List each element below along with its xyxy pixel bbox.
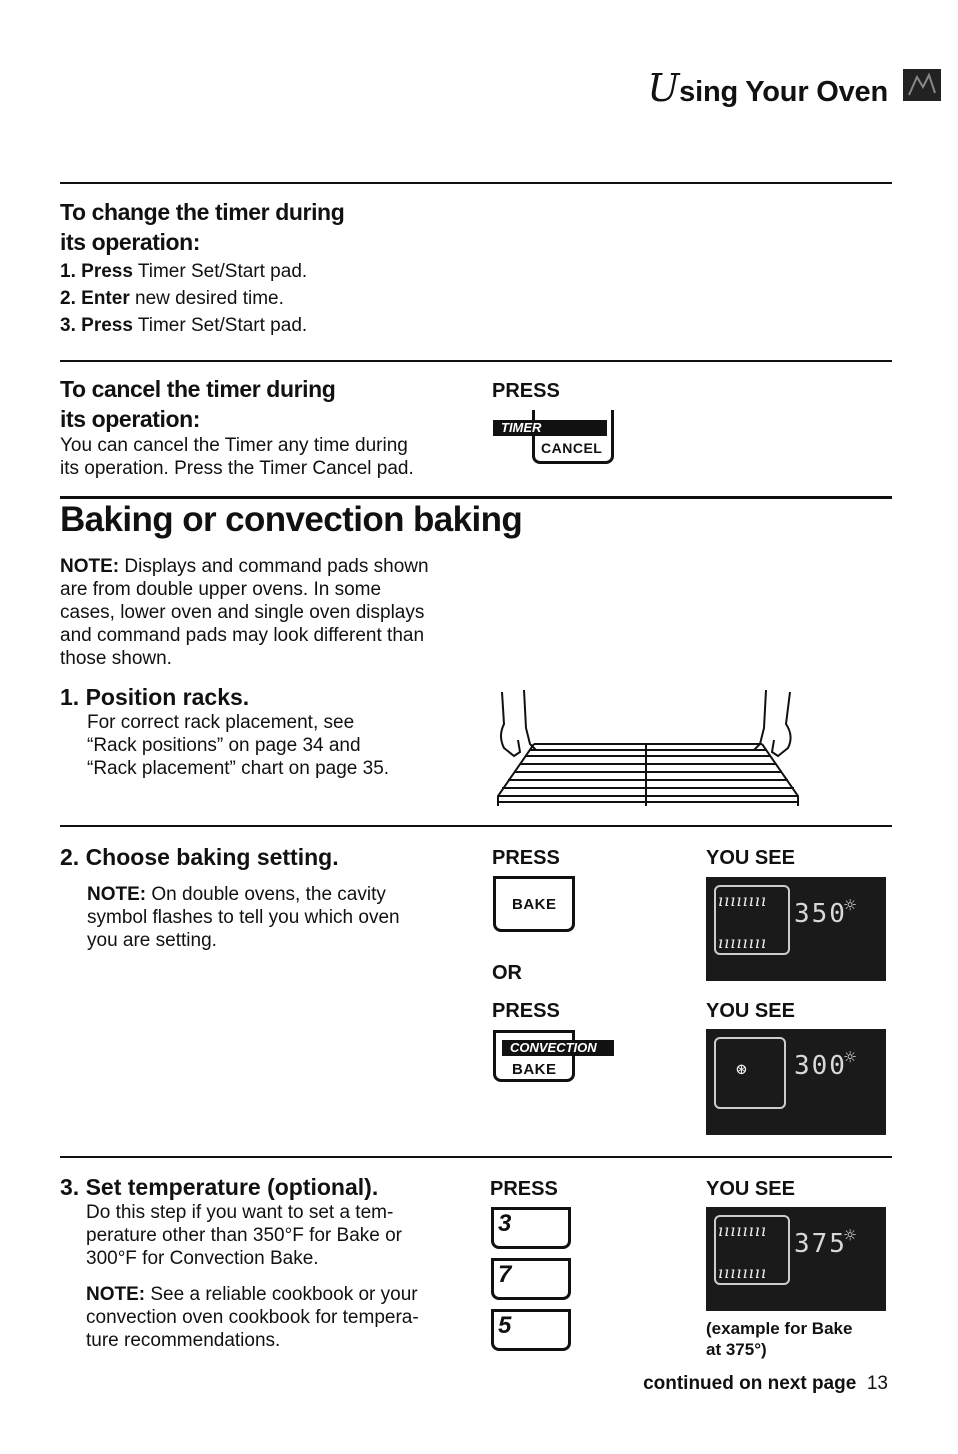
number-pad-3[interactable]: 3 bbox=[491, 1207, 571, 1249]
press-label: PRESS bbox=[492, 847, 560, 869]
timer-cancel-pad[interactable] bbox=[532, 410, 614, 464]
timer-cancel-pad-label: CANCEL bbox=[541, 440, 603, 456]
section-note: NOTE: Displays and command pads shown are from double upper ovens. In some cases, lower oven and single oven displays and command pads may look different than those shown. bbox=[60, 556, 429, 669]
convection-bake-pad-label: BAKE bbox=[512, 1061, 557, 1078]
convection-strip: CONVECTION bbox=[502, 1040, 614, 1056]
step1-body: For correct rack placement, see “Rack positions” on page 34 and “Rack placement” chart on page 35. bbox=[87, 712, 390, 779]
or-label: OR bbox=[492, 962, 522, 984]
divider bbox=[60, 496, 892, 499]
list-item: 3. Press Timer Set/Start pad. bbox=[60, 315, 308, 336]
press-label: PRESS bbox=[492, 380, 560, 402]
you-see-label: YOU SEE bbox=[706, 1000, 795, 1022]
temperature-readout: 300 bbox=[794, 1051, 847, 1081]
divider bbox=[60, 825, 892, 827]
step3-body: Do this step if you want to set a tem- perature other than 350°F for Bake or 300°F for Convection Bake. bbox=[86, 1202, 403, 1269]
timer-cancel-heading: To cancel the timer during its operation: bbox=[60, 376, 336, 432]
page-footer bbox=[643, 1373, 888, 1395]
oven-rack-illustration bbox=[490, 684, 810, 812]
step3-note: NOTE: See a reliable cookbook or your convection oven cookbook for tempera- ture recommendations. bbox=[86, 1284, 419, 1351]
display-caption: (example for Bake at 375°) bbox=[706, 1319, 853, 1359]
bake-pad-label: BAKE bbox=[512, 896, 557, 913]
section-title: Baking or convection baking bbox=[60, 500, 523, 539]
step3-title: 3. Set temperature (optional). bbox=[60, 1174, 379, 1200]
header-title: sing Your Oven bbox=[679, 76, 888, 108]
continued-label: continued on next page bbox=[643, 1373, 857, 1394]
cavity-top-marks: ıııııııı bbox=[718, 1221, 767, 1240]
section-tab-icon bbox=[903, 69, 941, 101]
timer-change-steps bbox=[60, 258, 307, 339]
page-header bbox=[647, 66, 888, 110]
fan-icon: ⊛ bbox=[736, 1059, 749, 1080]
press-label: PRESS bbox=[490, 1178, 558, 1200]
cavity-frame bbox=[714, 1037, 786, 1109]
oven-display-bake bbox=[706, 877, 886, 981]
bake-pad[interactable] bbox=[493, 876, 575, 932]
cavity-bottom-marks: ıııııııı bbox=[718, 1263, 767, 1282]
cavity-bottom-marks: ıııııııı bbox=[718, 933, 767, 952]
step1-title: 1. Position racks. bbox=[60, 684, 250, 710]
sun-icon: ☼ bbox=[844, 893, 859, 917]
divider bbox=[60, 1156, 892, 1158]
convection-bake-pad[interactable] bbox=[493, 1030, 575, 1082]
you-see-label: YOU SEE bbox=[706, 847, 795, 869]
cavity-top-marks: ıııııııı bbox=[718, 891, 767, 910]
oven-display-convection bbox=[706, 1029, 886, 1135]
list-item: 2. Enter new desired time. bbox=[60, 288, 284, 309]
oven-display-375 bbox=[706, 1207, 886, 1311]
timer-cancel-body: You can cancel the Timer any time during its operation. Press the Timer Cancel pad. bbox=[60, 435, 414, 479]
divider bbox=[60, 182, 892, 184]
timer-pad-strip: TIMER bbox=[493, 420, 607, 436]
header-script-letter: U bbox=[647, 66, 680, 110]
temperature-readout: 375 bbox=[794, 1229, 847, 1259]
list-item: 1. Press Timer Set/Start pad. bbox=[60, 261, 308, 282]
temperature-readout: 350 bbox=[794, 899, 847, 929]
page-number: 13 bbox=[866, 1373, 888, 1394]
divider bbox=[60, 360, 892, 362]
timer-change-heading: To change the timer during its operation: bbox=[60, 199, 345, 255]
step2-note: NOTE: On double ovens, the cavity symbol flashes to tell you which oven you are setting. bbox=[87, 884, 400, 951]
press-label: PRESS bbox=[492, 1000, 560, 1022]
you-see-label: YOU SEE bbox=[706, 1178, 795, 1200]
number-pad-5[interactable]: 5 bbox=[491, 1309, 571, 1351]
number-pad-7[interactable]: 7 bbox=[491, 1258, 571, 1300]
sun-icon: ☼ bbox=[844, 1045, 859, 1069]
sun-icon: ☼ bbox=[844, 1223, 859, 1247]
step2-title: 2. Choose baking setting. bbox=[60, 844, 339, 870]
